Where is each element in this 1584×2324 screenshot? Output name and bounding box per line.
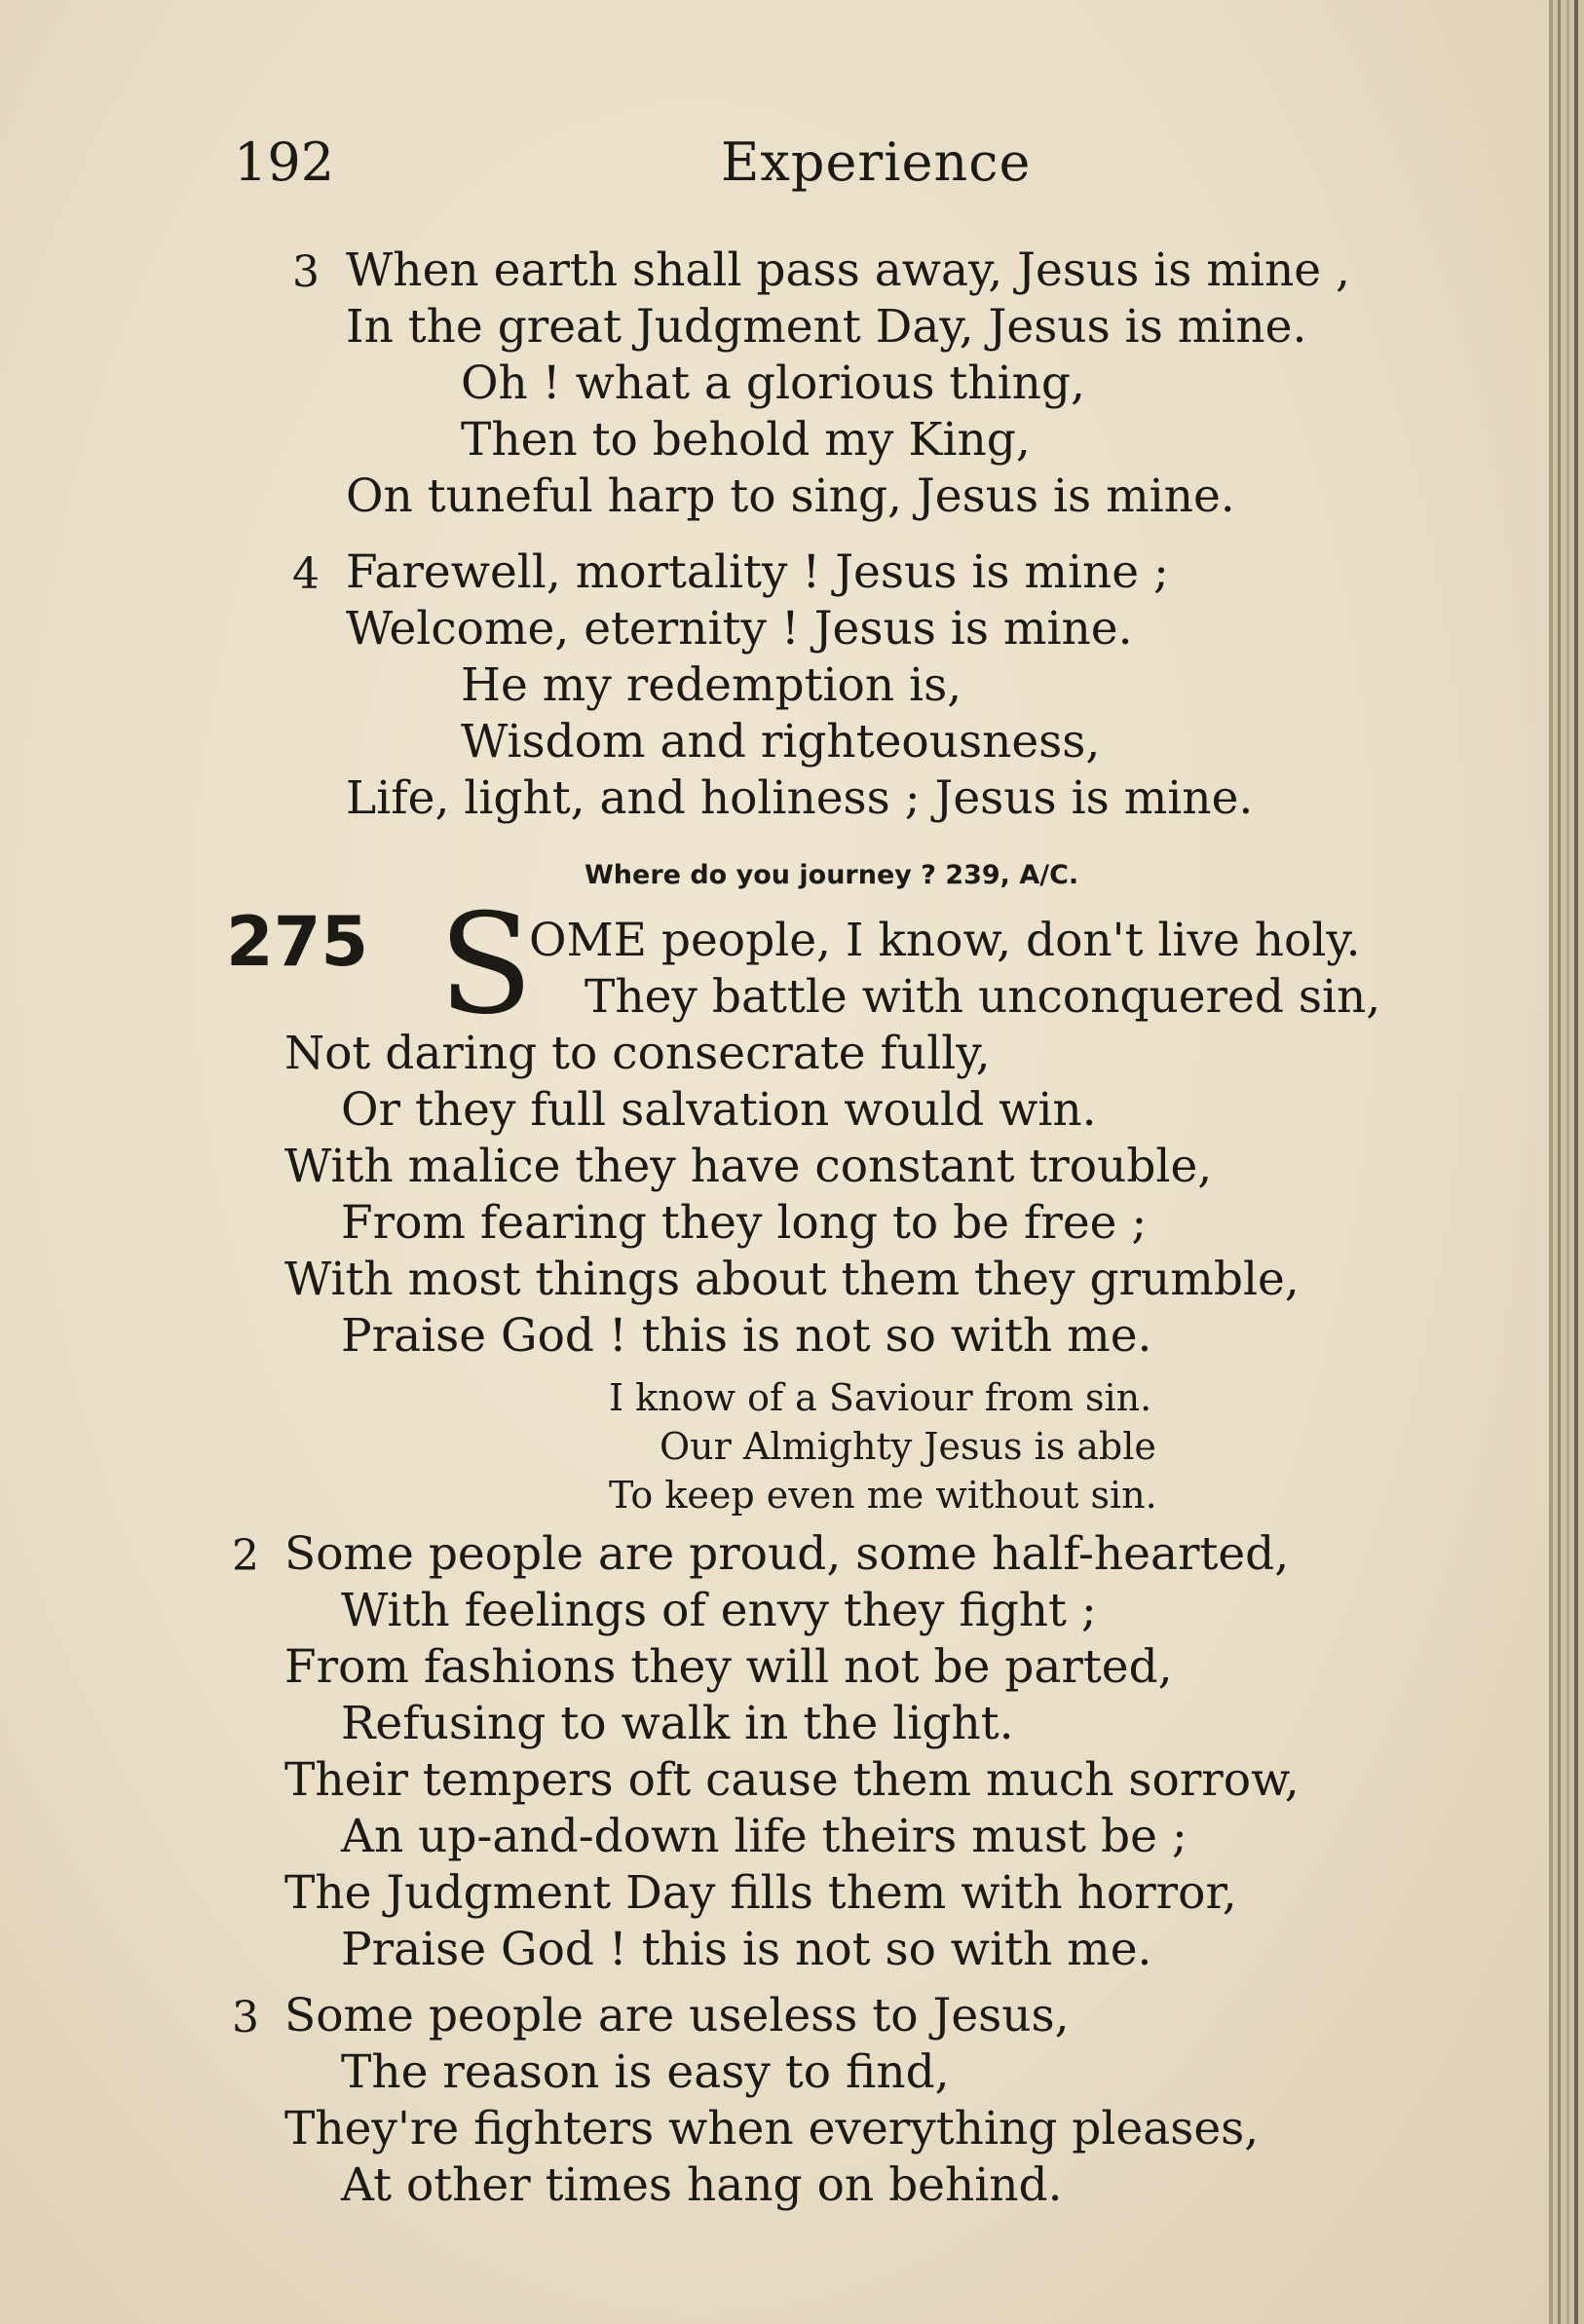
chorus-line: To keep even me without sin. [609,1474,1157,1517]
verse-number: 4 [292,549,320,599]
verse-line: Their tempers oft cause them much sorrow, [284,1753,1300,1807]
verse-line: They're fighters when everything pleases, [284,2102,1260,2155]
verse-line: Refusing to walk in the light. [341,1697,1014,1750]
verse-line: On tuneful harp to sing, Jesus is mine. [346,469,1235,523]
verse-line: With most things about them they grumble, [284,1253,1300,1306]
verse-line: With feelings of envy they fight ; [341,1584,1097,1637]
verse-line: Life, light, and holiness ; Jesus is mine. [346,771,1254,825]
chorus-line: I know of a Saviour from sin. [609,1376,1152,1419]
verse-line: Some people are useless to Jesus, [284,1989,1070,2043]
chorus-line: Our Almighty Jesus is able [660,1425,1156,1468]
verse-line: An up-and-down life theirs must be ; [341,1810,1188,1863]
hymn-number: 275 [226,902,369,982]
verse-line: Wisdom and righteousness, [461,715,1101,768]
verse-line: Not daring to consecrate fully, [284,1027,991,1080]
verse-line: Farewell, mortality ! Jesus is mine ; [346,545,1169,599]
verse-line: The Judgment Day fills them with horror, [284,1866,1237,1920]
verse-line: Then to behold my King, [461,413,1031,467]
verse-number: 3 [292,247,320,297]
verse-number: 3 [232,1993,259,2043]
verse-line: When earth shall pass away, Jesus is mine , [346,244,1350,297]
verse-line: With malice they have constant trouble, [284,1140,1213,1193]
verse-line: Praise God ! this is not so with me. [341,1923,1152,1976]
verse-number: 2 [232,1531,259,1581]
verse-line: He my redemption is, [461,658,962,712]
verse-line: Or they full salvation would win. [341,1083,1097,1137]
verse-line: At other times hang on behind. [341,2158,1063,2212]
section-title: Experience [721,131,1032,193]
verse-line: From fearing they long to be free ; [341,1196,1148,1250]
page-number: 192 [234,131,335,193]
running-head [234,131,1072,200]
verse-line: From fashions they will not be parted, [284,1640,1173,1694]
cross-reference: Where do you journey ? 239, A/C. [585,860,1079,890]
drop-cap: S [438,884,534,1045]
verse-line: The reason is easy to find, [341,2045,950,2099]
verse-line: In the great Judgment Day, Jesus is mine. [346,300,1307,354]
verse-line: Oh ! what a glorious thing, [461,356,1085,410]
verse-line: Welcome, eternity ! Jesus is mine. [346,602,1133,656]
verse-line: OME people, I know, don't live holy. [529,914,1361,967]
verse-line: Praise God ! this is not so with me. [341,1309,1152,1363]
verse-line: They battle with unconquered sin, [585,970,1381,1024]
page-edge [1549,0,1584,2324]
verse-line: Some people are proud, some half-hearted, [284,1527,1290,1581]
